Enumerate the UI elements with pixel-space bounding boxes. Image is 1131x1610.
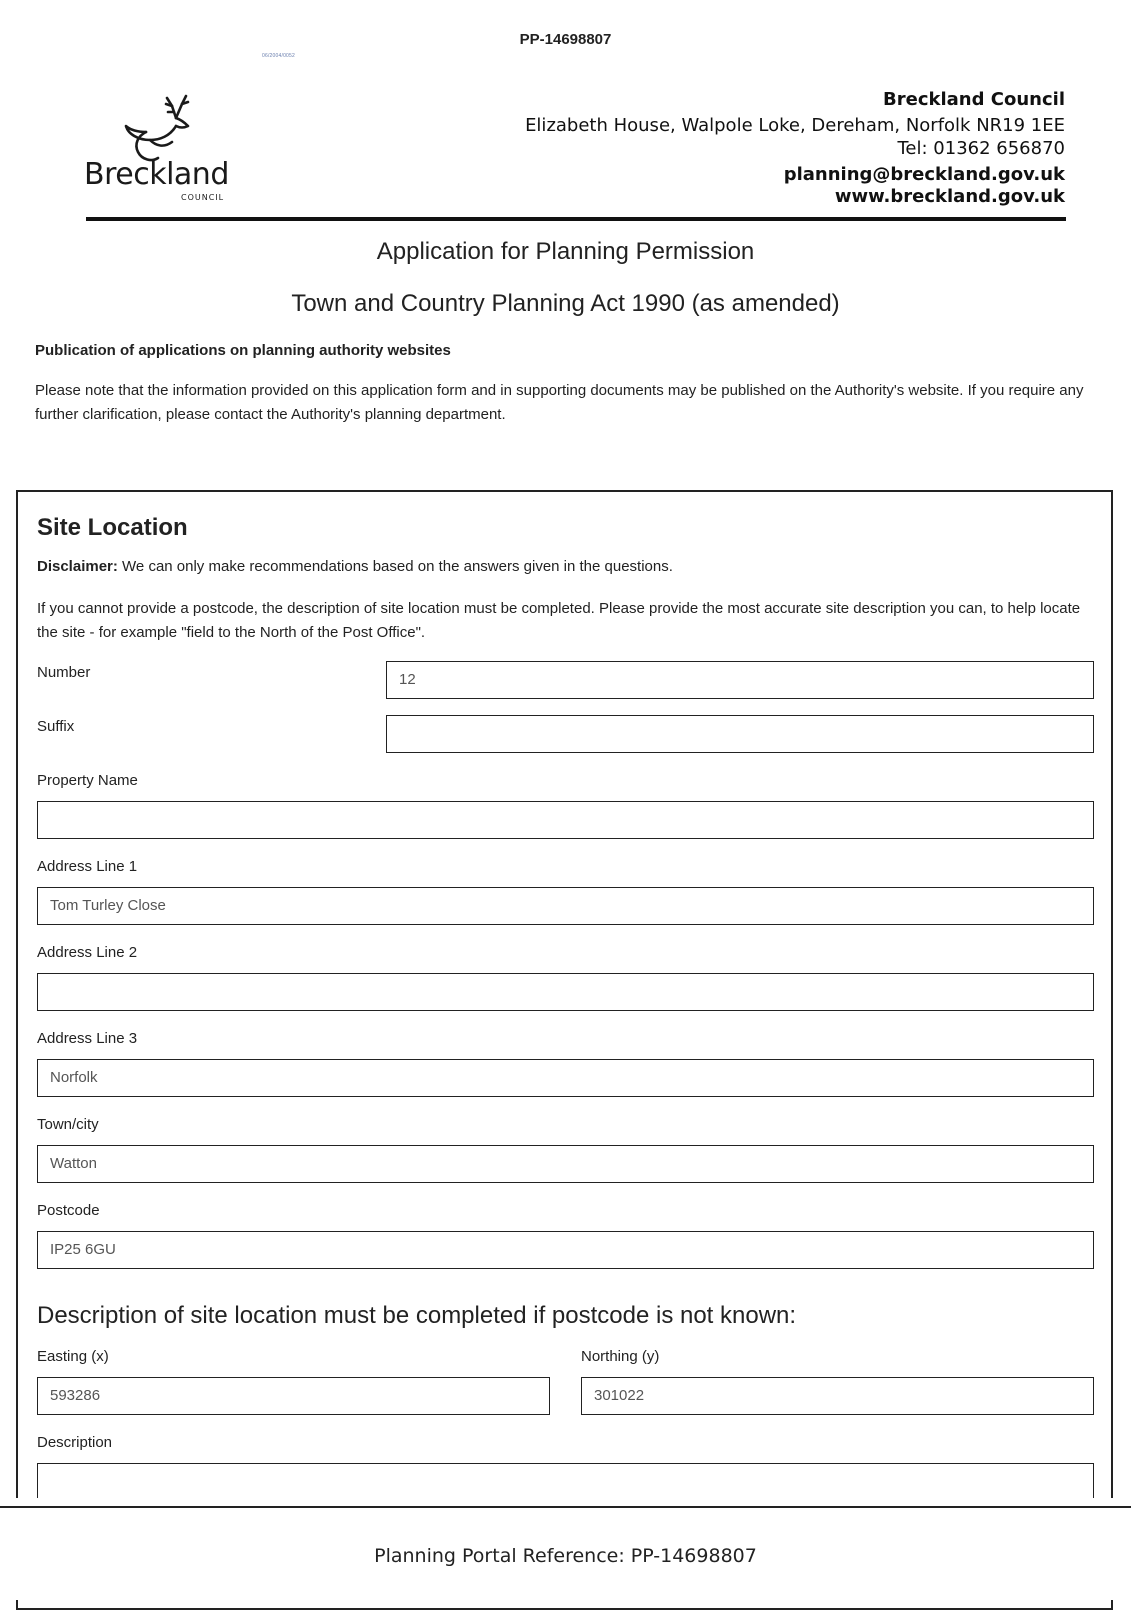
disclaimer-text: We can only make recommendations based on the answers given in the questions.	[117, 558, 673, 575]
council-contact-block	[525, 88, 1065, 208]
breckland-logo	[84, 90, 240, 208]
logo-subtitle: COUNCIL	[181, 193, 225, 202]
postcode-field[interactable]: IP25 6GU	[37, 1231, 1094, 1269]
number-field[interactable]: 12	[386, 661, 1094, 699]
description-heading: Description of site location must be completed if postcode is not known:	[37, 1302, 797, 1329]
top-reference: PP-14698807	[519, 31, 612, 48]
council-address: Elizabeth House, Walpole Loke, Dereham, Norfolk NR19 1EE	[525, 115, 1065, 136]
postcode-label: Postcode	[37, 1202, 100, 1219]
council-name: Breckland Council	[883, 89, 1065, 110]
property-name-label: Property Name	[37, 772, 138, 789]
address-line-2-label: Address Line 2	[37, 944, 138, 961]
disclaimer-label: Disclaimer:	[37, 558, 118, 575]
northing-label: Northing (y)	[581, 1348, 660, 1365]
council-telephone: Tel: 01362 656870	[897, 138, 1065, 159]
publication-heading: Publication of applications on planning authority websites	[35, 342, 451, 359]
town-city-label: Town/city	[37, 1116, 99, 1133]
property-name-field[interactable]	[37, 801, 1094, 839]
footer-divider	[0, 1506, 1131, 1508]
easting-field[interactable]: 593286	[37, 1377, 550, 1415]
address-line-3-label: Address Line 3	[37, 1030, 138, 1047]
suffix-label: Suffix	[37, 718, 75, 735]
suffix-field[interactable]	[386, 715, 1094, 753]
council-website[interactable]: www.breckland.gov.uk	[834, 186, 1065, 207]
postcode-note: If you cannot provide a postcode, the description of site location must be completed. Please provide the most accurate site description you can, to help locate the site - for example "field to the North of the Post Office".	[37, 600, 1081, 641]
northing-field[interactable]: 301022	[581, 1377, 1094, 1415]
tiny-code: 06/2004/0052	[262, 53, 295, 59]
site-location-section	[16, 490, 1113, 1610]
header-divider	[86, 217, 1066, 221]
page-subtitle: Town and Country Planning Act 1990 (as amended)	[291, 290, 840, 317]
easting-label: Easting (x)	[37, 1348, 109, 1365]
address-line-1-label: Address Line 1	[37, 858, 138, 875]
stag-icon	[120, 90, 196, 166]
footer-reference: Planning Portal Reference: PP-14698807	[374, 1545, 757, 1567]
council-email[interactable]: planning@breckland.gov.uk	[783, 164, 1065, 185]
address-line-2-field[interactable]	[37, 973, 1094, 1011]
town-city-field[interactable]: Watton	[37, 1145, 1094, 1183]
publication-text: Please note that the information provided on this application form and in supporting documents may be published on the Authority's website. If you require any further clarification, please contact the Authority's planning department.	[35, 382, 1084, 423]
description-label: Description	[37, 1434, 113, 1451]
address-line-1-field[interactable]: Tom Turley Close	[37, 887, 1094, 925]
section-title: Site Location	[37, 514, 188, 541]
number-label: Number	[37, 664, 91, 681]
disclaimer	[37, 558, 673, 575]
address-line-3-field[interactable]: Norfolk	[37, 1059, 1094, 1097]
logo-wordmark: Breckland	[84, 157, 229, 192]
page-title: Application for Planning Permission	[376, 238, 755, 265]
